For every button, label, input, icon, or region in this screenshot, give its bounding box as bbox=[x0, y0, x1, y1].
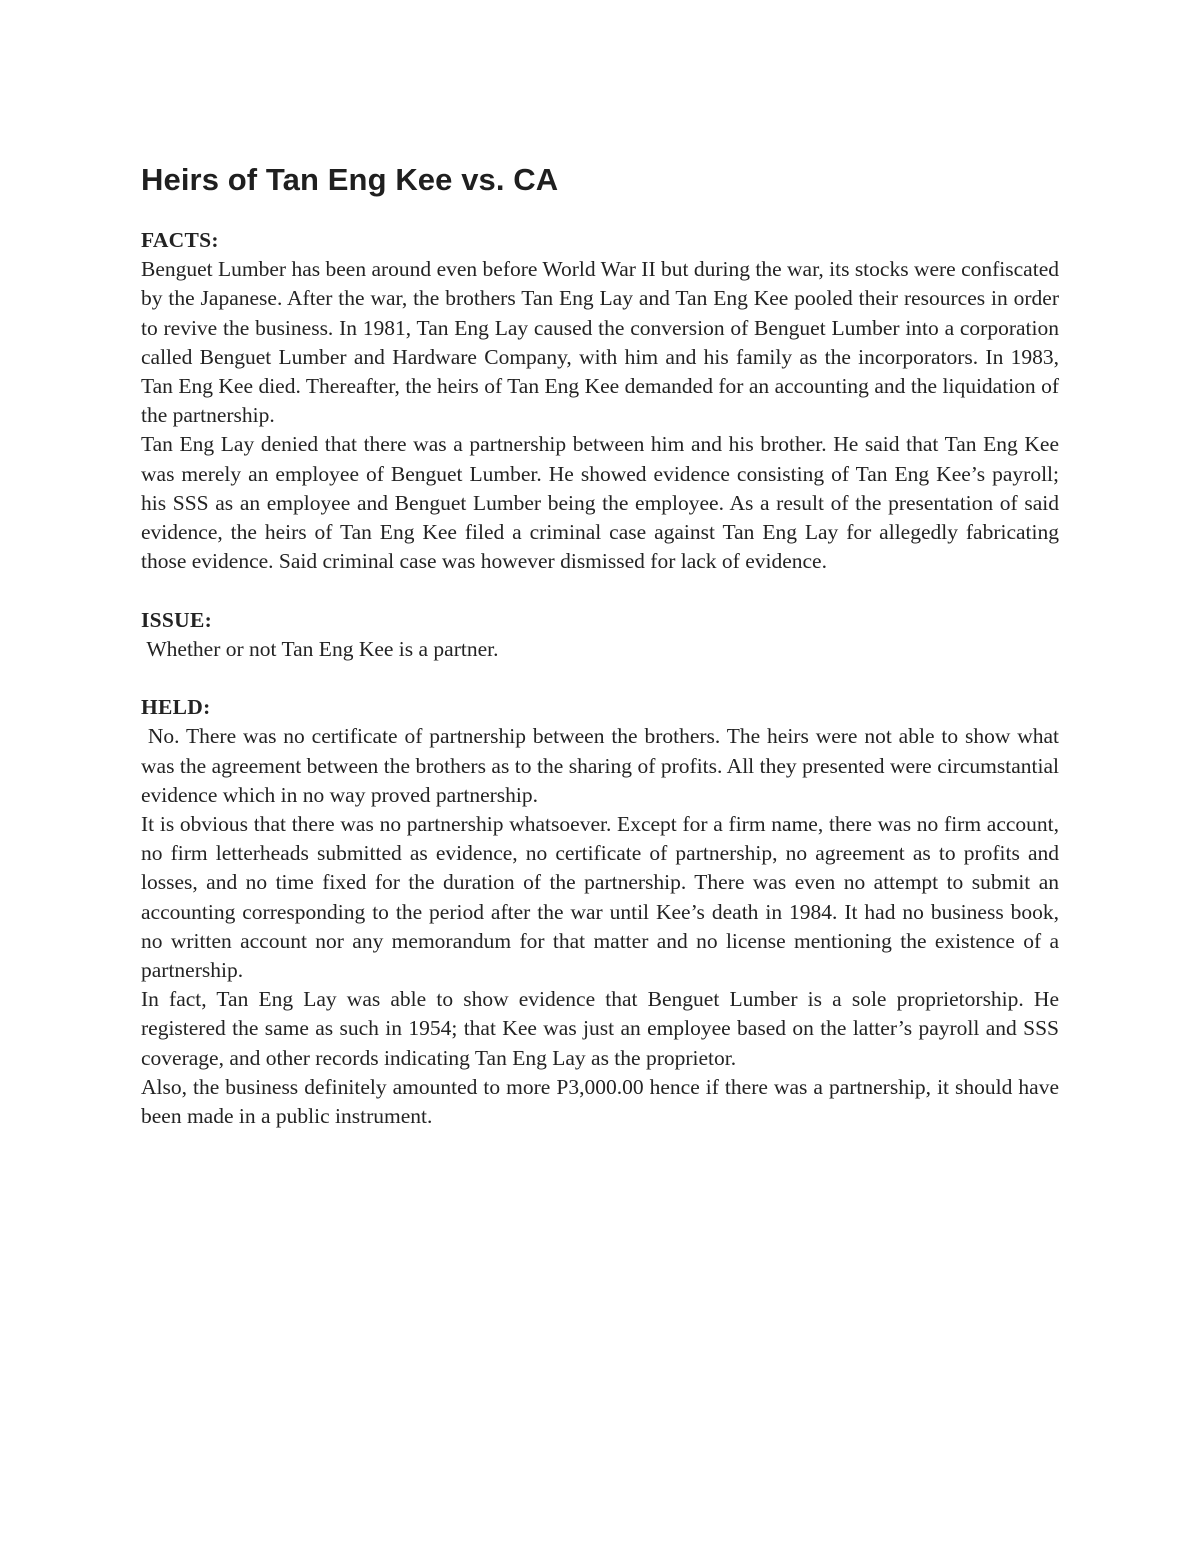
document-title: Heirs of Tan Eng Kee vs. CA bbox=[141, 162, 559, 197]
held-heading: HELD: bbox=[141, 695, 211, 720]
facts-section bbox=[141, 226, 1059, 576]
facts-paragraph: Benguet Lumber has been around even before World War II but during the war, its stocks were confiscated by the Japanese. After the war, the brothers Tan Eng Lay and Tan Eng Kee pooled their resources in order to revive the business. In 1981, Tan Eng Lay caused the conversion of Benguet Lumber into a corporation called Benguet Lumber and Hardware Company, with him and his family as the incorporators. In 1983, Tan Eng Kee died. Thereafter, the heirs of Tan Eng Kee demanded for an accounting and the liquidation of the partnership. bbox=[141, 257, 1059, 428]
issue-section bbox=[141, 606, 1059, 664]
section-spacer bbox=[141, 664, 1059, 693]
held-paragraph: No. There was no certificate of partnership between the brothers. The heirs were not able to show what was the agreement between the brothers as to the sharing of profits. All they presented were circumstantial evidence which in no way proved partnership. bbox=[141, 724, 1065, 807]
facts-paragraph: Tan Eng Lay denied that there was a partnership between him and his brother. He said that Tan Eng Kee was merely an employee of Benguet Lumber. He showed evidence consisting of Tan Eng Kee’s payroll; his SSS as an employee and Benguet Lumber being the employee. As a result of the presentation of said evidence, the heirs of Tan Eng Kee filed a criminal case against Tan Eng Lay for allegedly fabricating those evidence. Said criminal case was however dismissed for lack of evidence. bbox=[141, 432, 1059, 574]
section-spacer bbox=[141, 576, 1059, 605]
issue-paragraph: Whether or not Tan Eng Kee is a partner. bbox=[141, 636, 499, 661]
issue-heading: ISSUE: bbox=[141, 607, 213, 632]
held-paragraph: In fact, Tan Eng Lay was able to show evidence that Benguet Lumber is a sole proprietorship. He registered the same as such in 1954; that Kee was just an employee based on the latter’s payroll and SSS coverage, and other records indicating Tan Eng Lay as the proprietor. bbox=[141, 987, 1059, 1070]
facts-heading: FACTS: bbox=[141, 228, 219, 252]
held-paragraph: Also, the business definitely amounted to more P3,000.00 hence if there was a partnership, it should have been made in a public instrument. bbox=[141, 1074, 1059, 1129]
document-body bbox=[141, 160, 1065, 1131]
held-paragraph: It is obvious that there was no partnership whatsoever. Except for a firm name, there was no firm account, no firm letterheads submitted as evidence, no certificate of partnership, no agreement as to profits and losses, and no time fixed for the duration of the partnership. There was even no attempt to submit an accounting corresponding to the period after the war until Kee’s death in 1984. It had no business book, no written account nor any memorandum for that matter and no license mentioning the existence of a partnership. bbox=[141, 812, 1059, 983]
held-section bbox=[141, 693, 1065, 1131]
